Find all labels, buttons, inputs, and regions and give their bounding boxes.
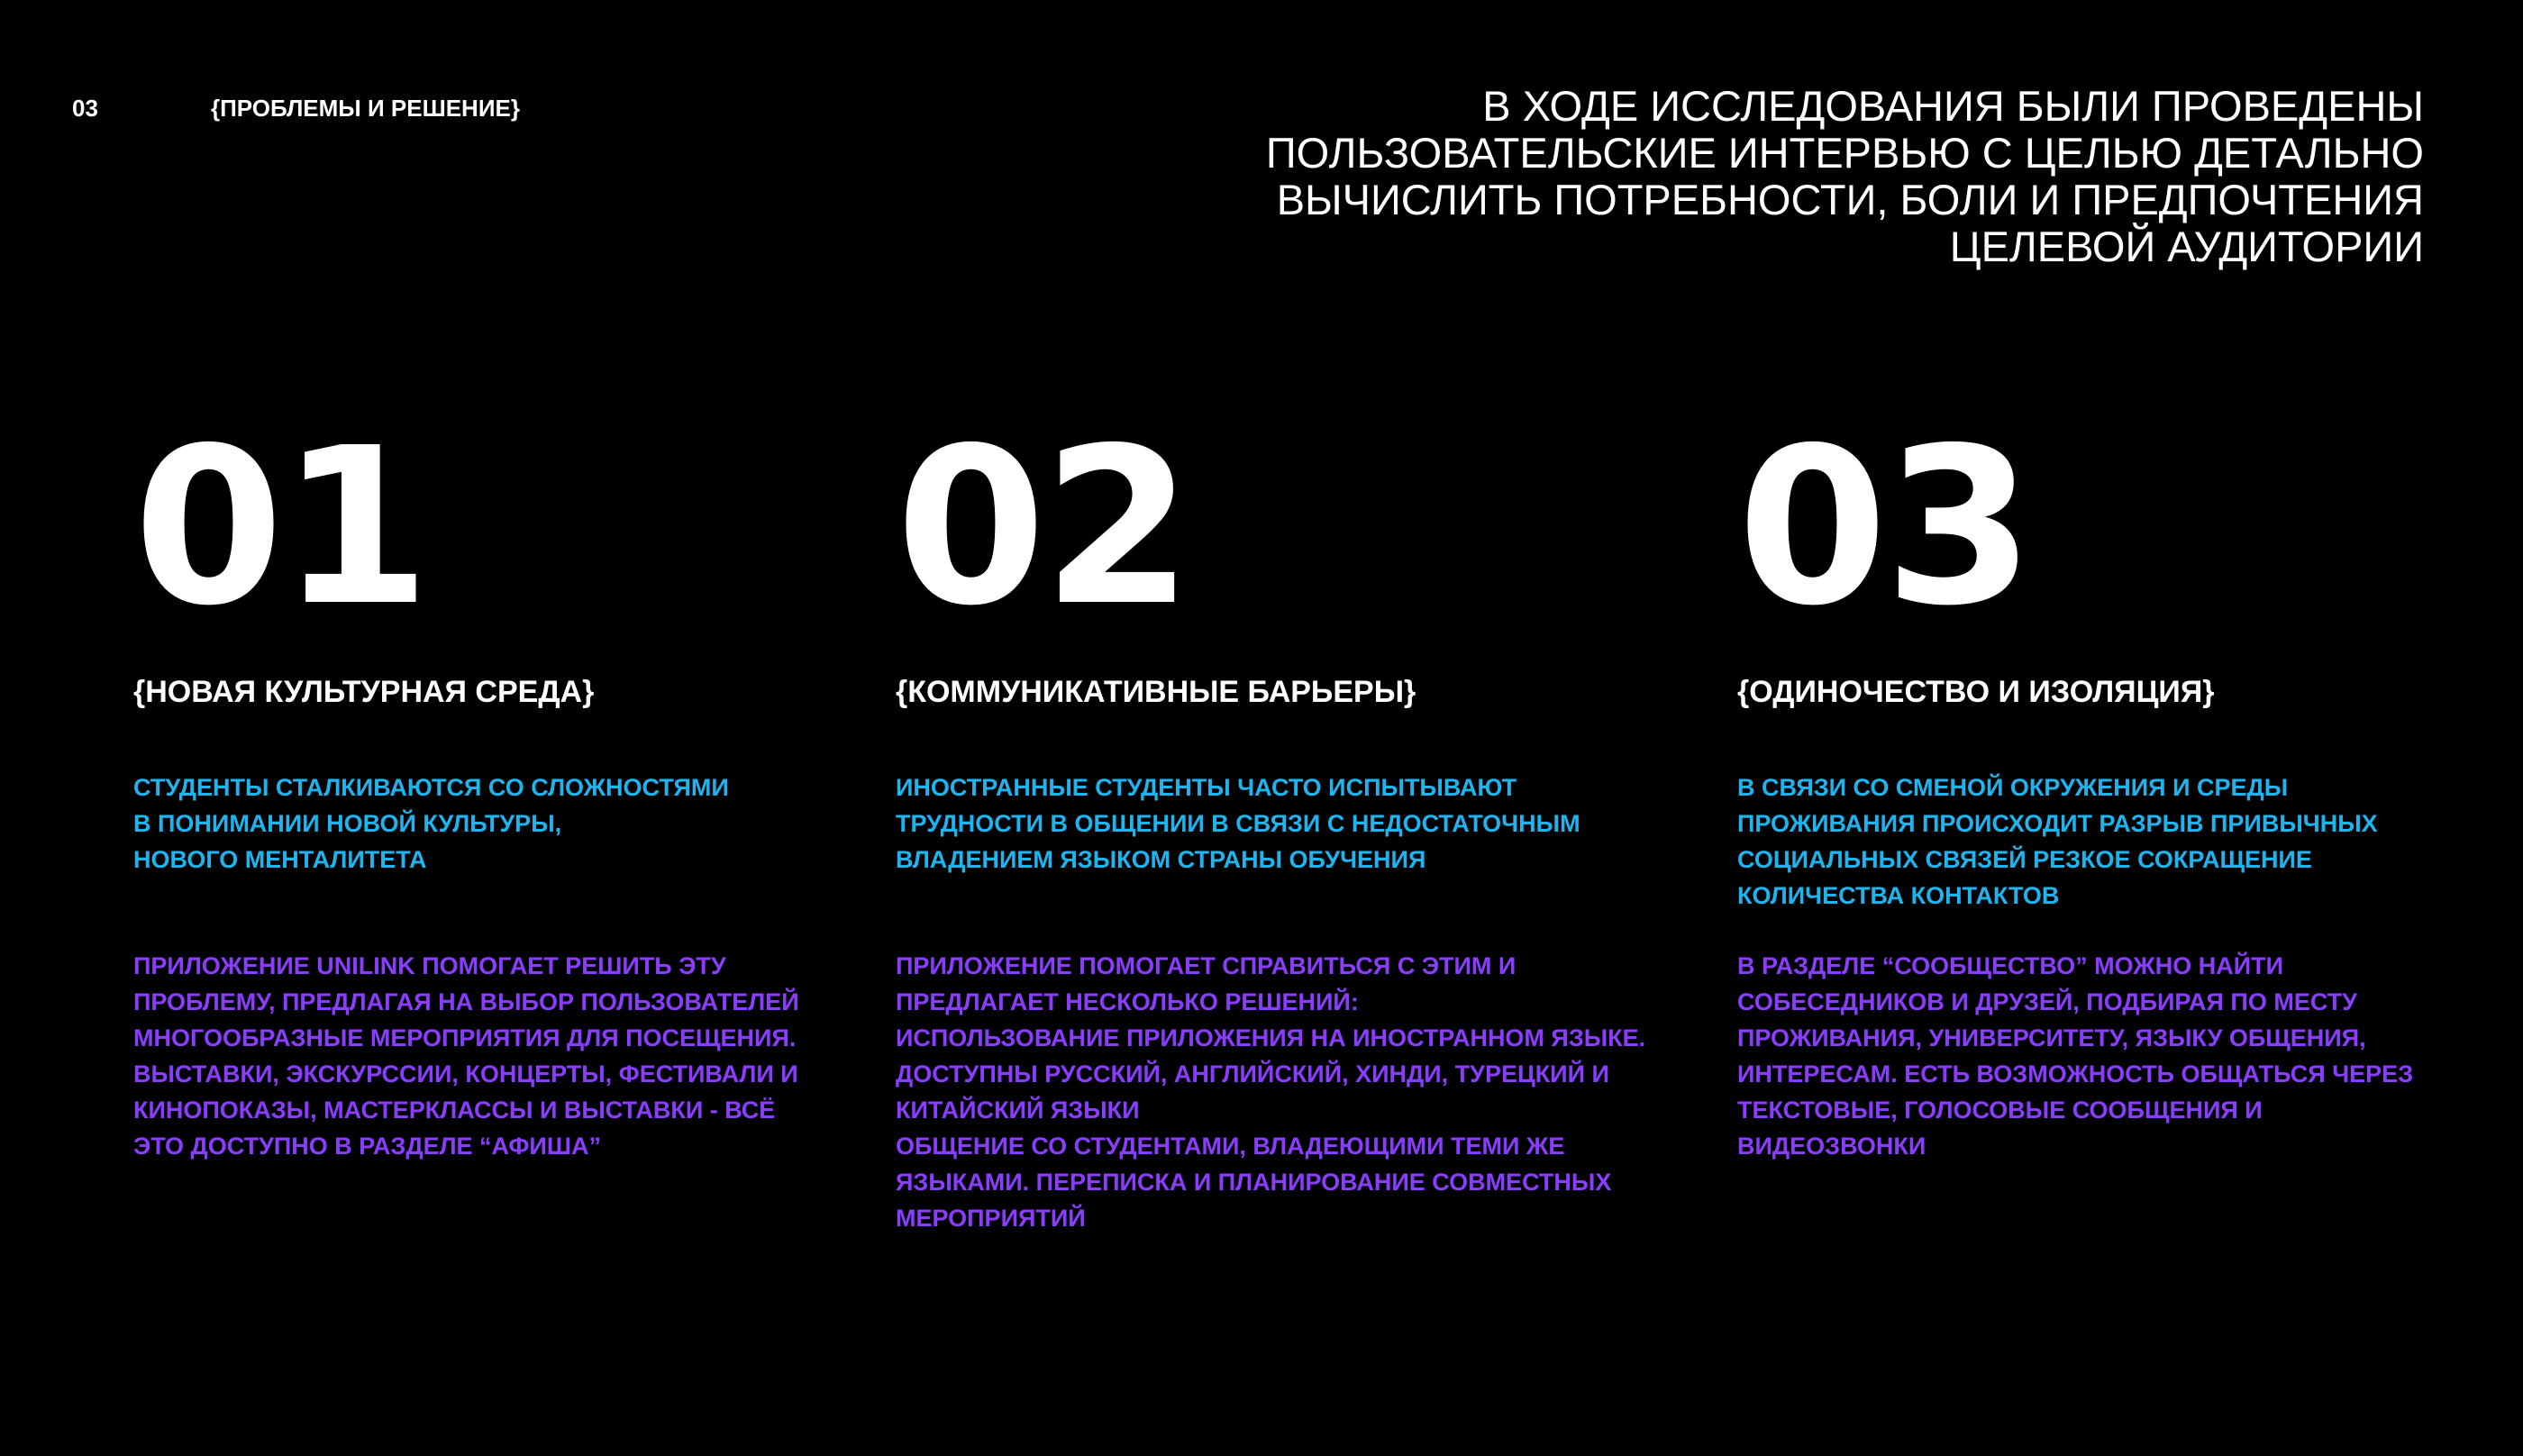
solution-text: ПРИЛОЖЕНИЕ UNILINK ПОМОГАЕТ РЕШИТЬ ЭТУ ПРОБЛЕМУ, ПРЕДЛАГАЯ НА ВЫБОР ПОЛЬЗОВАТЕЛЕЙ МНОГООБРАЗНЫЕ МЕРОПРИЯТИЯ ДЛЯ ПОСЕЩЕНИЯ. ВЫСТАВКИ, ЭКСКУРССИИ, КОНЦЕРТЫ, ФЕСТИВАЛИ И КИНОПОКАЗЫ, МАСТЕРКЛАССЫ И ВЫСТАВКИ - ВСЁ ЭТО ДОСТУПНО В РАЗДЕЛЕ “АФИША” xyxy=(133,952,799,1160)
problem-text: ИНОСТРАННЫЕ СТУДЕНТЫ ЧАСТО ИСПЫТЫВАЮТ ТРУДНОСТИ В ОБЩЕНИИ В СВЯЗИ С НЕДОСТАТОЧНЫМ ВЛАДЕНИЕМ ЯЗЫКОМ СТРАНЫ ОБУЧЕНИЯ xyxy=(896,774,1580,873)
column-loneliness-isolation xyxy=(1737,401,2440,1164)
column-number: 02 xyxy=(896,401,1189,653)
intro-text: В ХОДЕ ИССЛЕДОВАНИЯ БЫЛИ ПРОВЕДЕНЫ ПОЛЬЗОВАТЕЛЬСКИЕ ИНТЕРВЬЮ С ЦЕЛЬЮ ДЕТАЛЬНО ВЫЧИСЛИТЬ ПОТРЕБНОСТИ, БОЛИ И ПРЕДПОЧТЕНИЯ ЦЕЛЕВОЙ АУДИТОРИИ xyxy=(1265,82,2424,270)
solution-text: В РАЗДЕЛЕ “СООБЩЕСТВО” МОЖНО НАЙТИ СОБЕСЕДНИКОВ И ДРУЗЕЙ, ПОДБИРАЯ ПО МЕСТУ ПРОЖИВАНИЯ, УНИВЕРСИТЕТУ, ЯЗЫКУ ОБЩЕНИЯ, ИНТЕРЕСАМ. ЕСТЬ ВОЗМОЖНОСТЬ ОБЩАТЬСЯ ЧЕРЕЗ ТЕКСТОВЫЕ, ГОЛОСОВЫЕ СООБЩЕНИЯ И ВИДЕОЗВОНКИ xyxy=(1737,952,2414,1160)
column-number: 01 xyxy=(133,401,427,653)
solution-text: ПРИЛОЖЕНИЕ ПОМОГАЕТ СПРАВИТЬСЯ С ЭТИМ И ПРЕДЛАГАЕТ НЕСКОЛЬКО РЕШЕНИЙ: ИСПОЛЬЗОВАНИЕ ПРИЛОЖЕНИЯ НА ИНОСТРАННОМ ЯЗЫКЕ. ДОСТУПНЫ РУССКИЙ, АНГЛИЙСКИЙ, ХИНДИ, ТУРЕЦКИЙ И КИТАЙСКИЙ ЯЗЫКИ ОБЩЕНИЕ СО СТУДЕНТАМИ, ВЛАДЕЮЩИМИ ТЕМИ ЖЕ ЯЗЫКАМИ. ПЕРЕПИСКА И ПЛАНИРОВАНИЕ СОВМЕСТНЫХ МЕРОПРИЯТИЙ xyxy=(896,952,1646,1232)
column-number: 03 xyxy=(1737,401,2031,653)
problem-text: В СВЯЗИ СО СМЕНОЙ ОКРУЖЕНИЯ И СРЕДЫ ПРОЖИВАНИЯ ПРОИСХОДИТ РАЗРЫВ ПРИВЫЧНЫХ СОЦИАЛЬНЫХ СВЯЗЕЙ РЕЗКОЕ СОКРАЩЕНИЕ КОЛИЧЕСТВА КОНТАКТОВ xyxy=(1737,774,2378,909)
page-number: 03 xyxy=(72,95,98,122)
section-title: {ПРОБЛЕМЫ И РЕШЕНИЕ} xyxy=(211,95,520,122)
column-heading: {ОДИНОЧЕСТВО И ИЗОЛЯЦИЯ} xyxy=(1737,675,2215,709)
column-heading: {НОВАЯ КУЛЬТУРНАЯ СРЕДА} xyxy=(133,675,595,709)
column-communication-barriers xyxy=(896,401,1680,1236)
column-cultural-environment xyxy=(133,401,818,1164)
problem-text: СТУДЕНТЫ СТАЛКИВАЮТСЯ СО СЛОЖНОСТЯМИ В ПОНИМАНИИ НОВОЙ КУЛЬТУРЫ, НОВОГО МЕНТАЛИТЕТА xyxy=(133,774,729,873)
column-heading: {КОММУНИКАТИВНЫЕ БАРЬЕРЫ} xyxy=(896,675,1416,709)
